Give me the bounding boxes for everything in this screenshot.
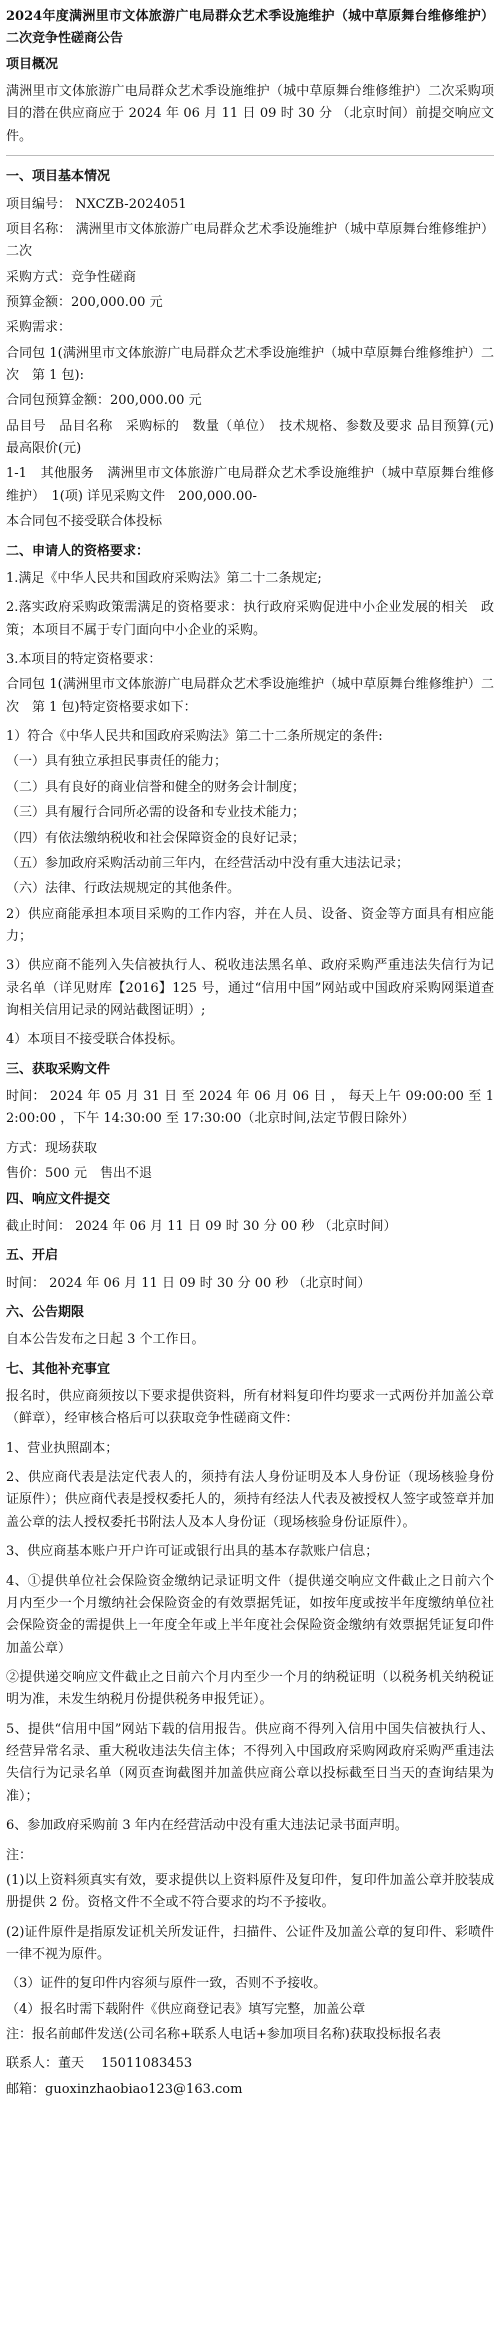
procurement-method: 采购方式：竞争性磋商: [6, 269, 137, 285]
supplement-6: 6、参加政府采购前 3 年内在经营活动中没有重大违法记录书面声明。: [6, 1818, 408, 1834]
contact-email[interactable]: 邮箱：guoxinzhaobiao123@163.com: [6, 2081, 243, 2097]
condition-1-3: （三）具有履行合同所必需的设备和专业技术能力；: [6, 805, 306, 821]
condition-2: 2）供应商能承担本项目采购的工作内容，并在人员、设备、资金等方面具有相应能力；: [6, 906, 494, 944]
condition-1-4: （四）有依法缴纳税收和社会保障资金的良好记录；: [6, 830, 306, 846]
note-1: (1)以上资料须真实有效，要求提供以上资料原件及复印件，复印件加盖公章并胶装成册提供 2 份。资格文件不全或不符合要求的均不予接收。: [6, 1872, 494, 1911]
condition-1: 1）符合《中华人民共和国政府采购法》第二十二条所规定的条件:: [6, 729, 383, 745]
supplement-3: 3、供应商基本账户开户许可证或银行出具的基本存款账户信息；: [6, 1544, 379, 1560]
section-2-heading: 二、申请人的资格要求：: [6, 543, 150, 559]
contact-person: 联系人：董天 15011083453: [6, 2056, 193, 2072]
condition-1-2: （二）具有良好的商业信誉和健全的财务会计制度；: [6, 779, 306, 795]
obtain-way: 方式：现场获取: [6, 1140, 98, 1156]
condition-1-1: （一）具有独立承担民事责任的能力；: [6, 754, 228, 770]
overview-text: 满洲里市文体旅游广电局群众艺术季设施维护（城中草原舞台维修维护）二次采购项目的潜在供应商应于 2024 年 06 月 11 日 09 时 30 分 （北京时间）前提交响应文件。: [6, 84, 494, 144]
announcement-period: 自本公告发布之日起 3 个工作日。: [6, 1332, 205, 1348]
open-time: 时间： 2024 年 06 月 11 日 09 时 30 分 00 秒 （北京时间）: [6, 1275, 371, 1291]
lot-table-header: 品目号 品目名称 采购标的 数量（单位） 技术规格、参数及要求 品目预算(元) 最高限价(元): [6, 418, 494, 457]
lot-heading: 合同包 1(满洲里市文体旅游广电局群众艺术季设施维护（城中草原舞台维修维护）二次 第 1 包):: [6, 345, 494, 384]
project-name: 项目名称： 满洲里市文体旅游广电局群众艺术季设施维护（城中草原舞台维修维护）二次: [6, 221, 494, 260]
section-3-heading: 三、获取采购文件: [6, 1061, 111, 1077]
supplement-4b: ②提供递交响应文件截止之日前六个月内至少一个月的纳税证明（以税务机关纳税证明为准，未发生纳税月份提供税务申报凭证）。: [6, 1670, 494, 1708]
document-title: 2024年度满洲里市文体旅游广电局群众艺术季设施维护（城中草原舞台维修维护）二次竞争性磋商公告: [6, 9, 494, 47]
condition-3: 3）供应商不能列入失信被执行人、税收违法黑名单、政府采购严重违法失信行为记录名单（详见财库【2016】125 号，通过“信用中国”网站或中国政府采购网渠道查询相关信用记录的网站截图证明）;: [6, 958, 494, 1019]
requirement-1: 1.满足《中华人民共和国政府采购法》第二十二条规定;: [6, 570, 322, 586]
supplement-4a: 4、①提供单位社会保险资金缴纳记录证明文件（提供递交响应文件截止之日前六个月内至少一个月缴纳社会保险资金的有效票据凭证，如按年度或按半年度缴纳单位社会保险资金的需提供上一年度全年或上半年度社会保险资金缴纳有效票据凭证复印件加盖公章）: [6, 1573, 494, 1656]
lot-table-row: 1-1 其他服务 满洲里市文体旅游广电局群众艺术季设施维护（城中草原舞台维修维护） 1(项) 详见采购文件 200,000.00-: [6, 466, 494, 504]
section-6-heading: 六、公告期限: [6, 1304, 85, 1320]
condition-4: 4）本项目不接受联合体投标。: [6, 1032, 184, 1048]
supplement-intro: 报名时，供应商须按以下要求提供资料，所有材料复印件均要求一式两份并加盖公章（鲜章），经审核合格后可以获取竞争性磋商文件：: [6, 1389, 494, 1427]
no-consortium-note: 本合同包不接受联合体投标: [6, 514, 163, 530]
section-7-heading: 七、其他补充事宜: [6, 1361, 111, 1377]
requirement-3: 3.本项目的特定资格要求：: [6, 651, 162, 667]
supplement-2: 2、供应商代表是法定代表人的，须持有法人身份证明及本人身份证（现场核验身份证原件）；供应商代表是授权委托人的，须持有经法人代表及被授权人签字或签章并加盖公章的法人授权委托书附法人及本人身份证（现场核验身份证原件）。: [6, 1470, 494, 1530]
obtain-price: 售价：500 元 售出不退: [6, 1166, 152, 1182]
requirement-2: 2.落实政府采购政策需满足的资格要求：执行政府采购促进中小企业发展的相关 政策；本项目不属于专门面向中小企业的采购。: [6, 600, 494, 638]
project-number: 项目编号： NXCZB-2024051: [6, 196, 187, 212]
condition-1-6: （六）法律、行政法规规定的其他条件。: [6, 881, 241, 897]
supplement-5: 5、提供“信用中国”网站下载的信用报告。供应商不得列入信用中国失信被执行人、经营异常名录、重大税收违法失信主体；不得列入中国政府采购网政府采购严重违法失信行为记录名单（网页查询截图并加盖供应商公章以投标截至日当天的查询结果为准）；: [6, 1721, 494, 1804]
note-3: （3）证件的复印件内容须与原件一致，否则不予接收。: [6, 1976, 327, 1992]
section-4-heading: 四、响应文件提交: [6, 1191, 111, 1207]
register-note: 注：报名前邮件发送(公司名称+联系人电话+参加项目名称)获取投标报名表: [6, 2027, 441, 2043]
obtain-time: 时间： 2024 年 05 月 31 日 至 2024 年 06 月 06 日 ， 每天上午 09:00:00 至 12:00:00 ，下午 14:30:00 至 17:30:00（北京时间,法定节假日除外）: [6, 1089, 494, 1127]
note-4: （4）报名时需下载附件《供应商登记表》填写完整，加盖公章: [6, 2001, 366, 2017]
note-label: 注：: [6, 1847, 33, 1863]
note-2: (2)证件原件是指原发证机关所发证件，扫描件、公证件及加盖公章的复印件、彩喷件一律不视为原件。: [6, 1924, 494, 1962]
overview-heading: 项目概况: [6, 56, 59, 72]
divider: [6, 155, 494, 156]
supplement-1: 1、营业执照副本；: [6, 1440, 119, 1456]
requirement-label: 采购需求：: [6, 320, 72, 336]
section-1-heading: 一、项目基本情况: [6, 169, 111, 185]
section-5-heading: 五、开启: [6, 1248, 59, 1264]
requirement-3-lot: 合同包 1(满洲里市文体旅游广电局群众艺术季设施维护（城中草原舞台维修维护）二次 第 1 包)特定资格要求如下：: [6, 677, 494, 715]
budget-amount: 预算金额：200,000.00 元: [6, 294, 163, 310]
condition-1-5: （五）参加政府采购活动前三年内，在经营活动中没有重大违法记录；: [6, 855, 410, 871]
lot-budget: 合同包预算金额：200,000.00 元: [6, 393, 202, 409]
submit-deadline: 截止时间： 2024 年 06 月 11 日 09 时 30 分 00 秒 （北京时间）: [6, 1218, 397, 1234]
